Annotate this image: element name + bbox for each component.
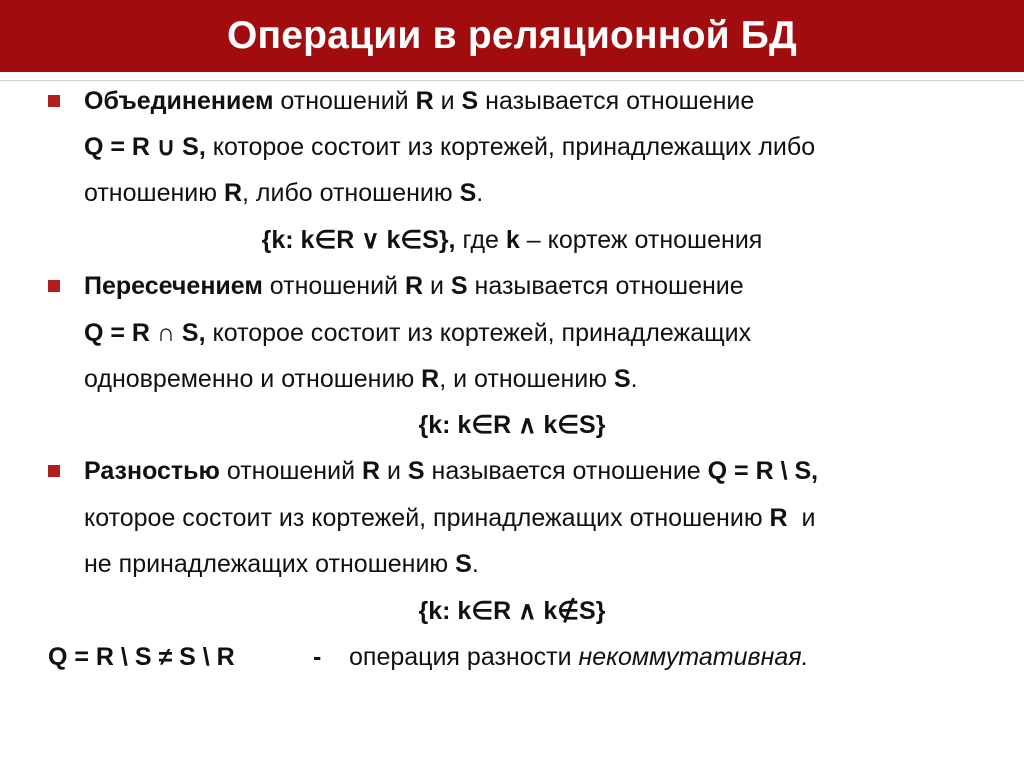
relation-s: S (459, 179, 477, 207)
slide-title: Операции в реляционной БД (226, 14, 798, 57)
text: и (380, 457, 408, 485)
difference-inequality: Q = R \ S ≠ S \ R (48, 643, 235, 671)
text: которое состоит из кортежей, принадлежащих (205, 319, 752, 347)
text: называется отношение (478, 87, 755, 115)
intersection-formula: Q = R ∩ S, (84, 319, 206, 347)
bullet-square-icon (48, 465, 60, 477)
tuple-k: k (505, 226, 520, 254)
text: операция разности (349, 643, 579, 671)
union-line-3 (84, 177, 483, 209)
relation-s: S (455, 550, 472, 578)
relation-r: R (404, 272, 424, 300)
union-term: Объединением (84, 87, 274, 115)
union-line-1 (84, 85, 754, 117)
text: называется отношение (424, 457, 708, 485)
difference-line-1 (84, 455, 818, 487)
noncommutative-line (48, 641, 809, 673)
intersection-line-1 (84, 270, 744, 302)
union-set-line (0, 224, 1024, 256)
text: . (476, 179, 484, 207)
text: где (455, 226, 506, 254)
text: одновременно и отношению (84, 365, 422, 393)
text: , и отношению (439, 365, 614, 393)
intersection-term: Пересечением (84, 272, 263, 300)
difference-set-formula: {k: k∈R ∧ k∉S} (418, 597, 606, 625)
bullet-square-icon (48, 280, 60, 292)
difference-set-line (0, 595, 1024, 627)
text: и (423, 272, 451, 300)
union-set-formula: {k: k∈R ∨ k∈S}, (261, 226, 456, 254)
text: которое состоит из кортежей, принадлежащих либо (205, 133, 816, 161)
dash: - (313, 643, 322, 671)
text: отношению (84, 179, 224, 207)
relation-s: S (461, 87, 479, 115)
relation-r: R (362, 457, 381, 485)
difference-line-2 (84, 502, 815, 534)
relation-s: S (450, 272, 468, 300)
intersection-line-2 (84, 317, 751, 349)
text: . (471, 550, 479, 578)
text: которое состоит из кортежей, принадлежащих отношению (84, 504, 770, 532)
difference-term: Разностью (84, 457, 220, 485)
title-bar (0, 0, 1024, 72)
difference-formula: Q = R \ S, (707, 457, 819, 485)
text: отношений (273, 87, 416, 115)
difference-line-3 (84, 548, 479, 580)
union-formula: Q = R ∪ S, (84, 133, 206, 161)
union-line-2 (84, 131, 815, 163)
text: не принадлежащих отношению (84, 550, 456, 578)
intersection-set-line (0, 409, 1024, 441)
intersection-line-3 (84, 363, 638, 395)
text: отношений (219, 457, 362, 485)
noncommutative-term: некоммутативная. (578, 643, 809, 671)
intersection-set-formula: {k: k∈R ∧ k∈S} (418, 411, 606, 439)
title-divider (0, 80, 1024, 81)
text: отношений (262, 272, 405, 300)
relation-s: S (613, 365, 631, 393)
text: . (630, 365, 638, 393)
text: , либо отношению (242, 179, 460, 207)
relation-r: R (223, 179, 243, 207)
text: и (433, 87, 462, 115)
relation-r: R (421, 365, 440, 393)
relation-s: S (407, 457, 425, 485)
relation-r: R (769, 504, 788, 532)
text: – кортеж отношения (519, 226, 763, 254)
relation-r: R (415, 87, 434, 115)
text: называется отношение (467, 272, 744, 300)
bullet-square-icon (48, 95, 60, 107)
text: и (787, 504, 816, 532)
